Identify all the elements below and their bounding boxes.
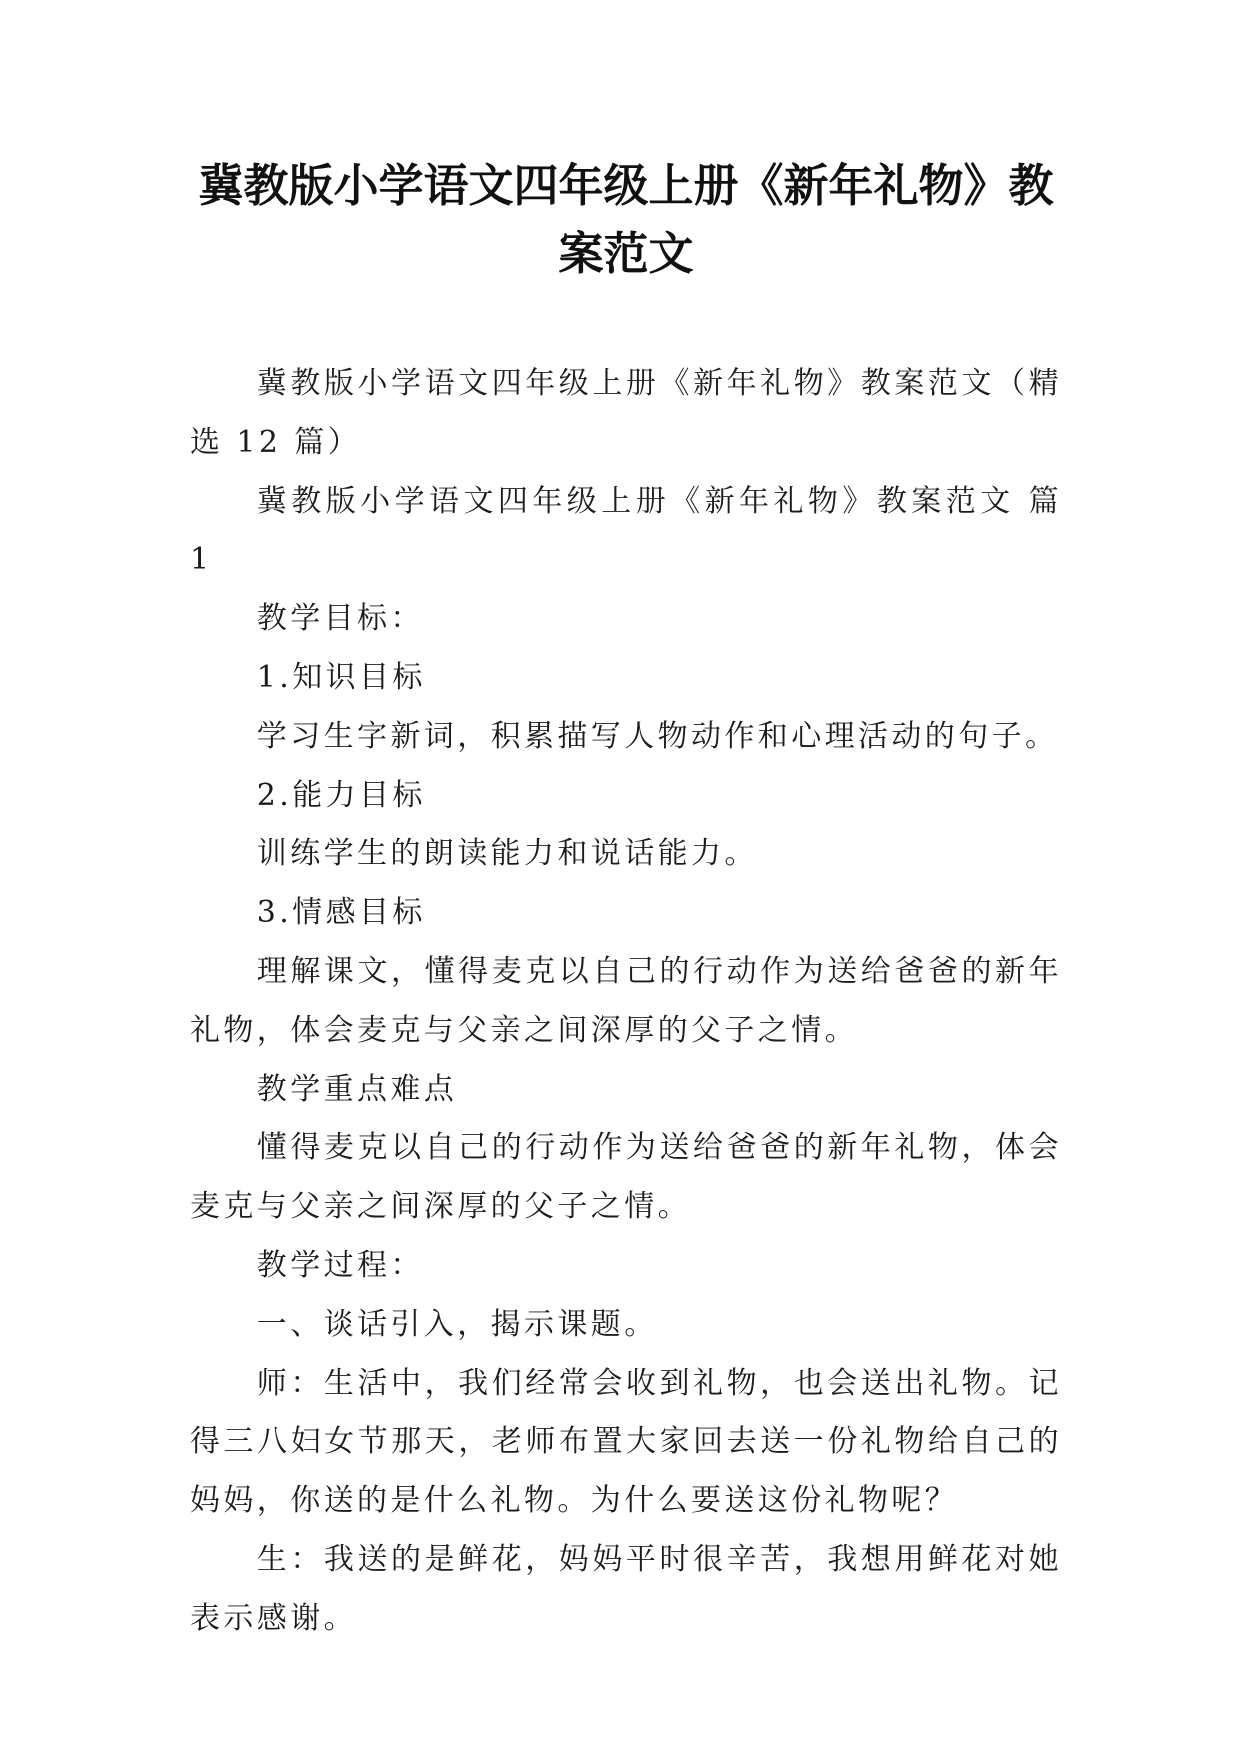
paragraph-student: 生：我送的是鲜花，妈妈平时很辛苦，我想用鲜花对她表示感谢。 [190, 1541, 1062, 1636]
paragraph-key-points: 懂得麦克以自己的行动作为送给爸爸的新年礼物，体会麦克与父亲之间深厚的父子之情。 [190, 1130, 1062, 1225]
document-body [190, 355, 1062, 1649]
article-heading: 冀教版小学语文四年级上册《新年礼物》教案范文 篇 1 [190, 483, 1062, 578]
section-heading-process: 教学过程： [256, 1247, 424, 1283]
document-title: 冀教版小学语文四年级上册《新年礼物》教案范文 [198, 159, 1054, 280]
paragraph-knowledge: 学习生字新词，积累描写人物动作和心理活动的句子。 [256, 718, 1059, 754]
collection-intro: 冀教版小学语文四年级上册《新年礼物》教案范文（精选 12 篇） [190, 366, 1062, 460]
subheading-emotion: 3.情感目标 [256, 895, 426, 931]
section-heading-objectives: 教学目标： [256, 601, 424, 637]
subheading-ability: 2.能力目标 [256, 777, 426, 813]
paragraph-teacher: 师：生活中，我们经常会收到礼物，也会送出礼物。记得三八妇女节那天，老师布置大家回去送一份礼物给自己的妈妈，你送的是什么礼物。为什么要送这份礼物呢？ [190, 1365, 1062, 1519]
paragraph-ability: 训练学生的朗读能力和说话能力。 [256, 836, 758, 872]
section-heading-key-points: 教学重点难点 [256, 1071, 458, 1107]
step-heading-intro: 一、谈话引入，揭示课题。 [256, 1306, 658, 1342]
subheading-knowledge: 1.知识目标 [256, 659, 426, 695]
paragraph-emotion: 理解课文，懂得麦克以自己的行动作为送给爸爸的新年礼物，体会麦克与父亲之间深厚的父子之情。 [190, 953, 1062, 1048]
